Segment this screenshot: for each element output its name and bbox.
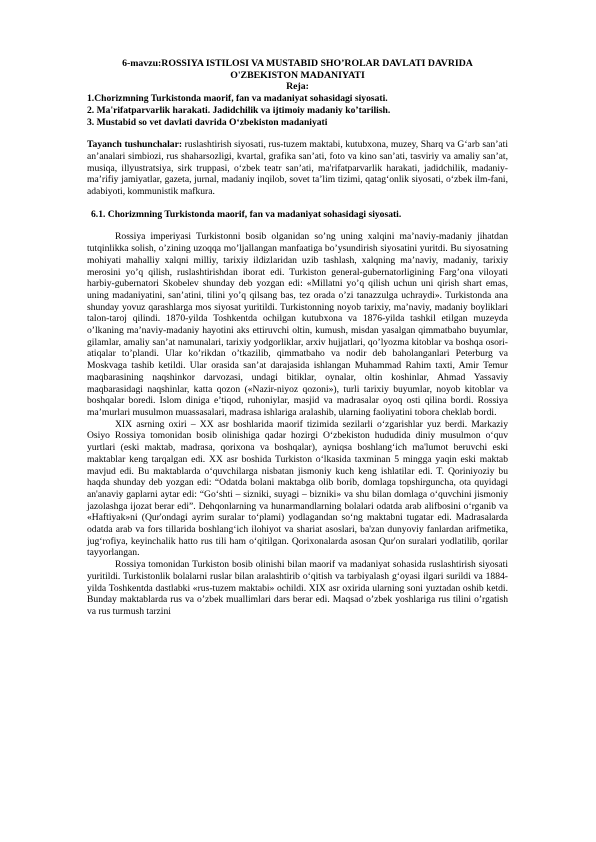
plan-label: Reja:	[286, 81, 309, 93]
keywords-text: ruslashtirish siyosati, rus-tuzem maktabi, kutubxona, muzey, Sharq va G‘arb san’ati an’analari simbiozi, rus shaharsozligi, kvartal, grafika san’ati, foto va kino san’ati, tasviriy va amaliy san’at, musiqa, illyustratsiya, sirk truppasi, o‘zbek teatr san’ati, ma'rifatparvarlik harakati, jadidchilik, madaniy-ma’rifiy jamiyatlar, gazeta, jurnal, madaniy inqilob, sovet ta’lim tizimi, qatag‘onlik siyosati, o‘zbek ilm-fani, adabiyoti, kommunistik mafkura.	[87, 139, 508, 198]
plan-list	[87, 93, 508, 128]
title-line-1: 6-mavzu:ROSSIYA ISTILOSI VA MUSTABID SHO’ROLAR DAVLATI DAVRIDA	[122, 58, 473, 69]
body-paragraph: XIX asrning oxiri – XX asr boshlarida maorif tizimida sezilarli o‘zgarishlar yuz berdi. Markaziy Osiyo Rossiya tomonidan bosib olinishiga qadar hozirgi O‘zbekiston hududida diniy musulmon o‘quv yurtlari (eski maktab, madrasa, qorixona va boshqalar), ayniqsa boshlang‘ich ma'lumot beruvchi eski maktablar keng tarqalgan edi. XX asr boshida Turkiston o‘lkasida taxminan 5 mingga yaqin eski maktab mavjud edi. Bu maktablarda o‘quvchilarga nisbatan jismoniy kuch keng ishlatilar edi. T. Qoriniyoziy bu haqda shunday deb yozgan edi: “Odatda bolani maktabga olib borib, domlaga topshirguncha, ota quyidagi an'anaviy gaplarni aytar edi: “Go‘shti – sizniki, suyagi – bizniki» va shu bilan domlaga o‘quvchini jismoniy jazolashga ijozat berar edi”. Dehqonlarning va hunarmandlarning bolalari odatda arab alifbosini o‘rganib va «Haftiyak»ni (Qur'ondagi ayrim suralar to‘plami) yodlagandan so‘ng maktabni tugatar edi. Madrasalarda odatda arab va fors tillarida boshlang‘ich ilohiyot va shariat asoslari, ba'zan dunyoviy fanlardan arifmetika, jug‘rofiya, keyinchalik hatto rus tili ham o‘qitilgan. Qorixonalarda asosan Qur'on suralari yodlatilib, qorilar tayyorlangan.	[87, 418, 508, 559]
section-heading: 6.1. Chorizmning Turkistonda maorif, fan va madaniyat sohasidagi siyosati.	[91, 208, 402, 220]
title-line-2: O'ZBEKISTON MADANIYATI	[230, 69, 365, 81]
plan-item: 2. Ma'rifatparvarlik harakati. Jadidchilik va ijtimoiy madaniy ko’tarilish.	[87, 104, 391, 116]
plan-item: 3. Mustabid so vet davlati davrida O‘zbekiston madaniyati	[87, 116, 328, 128]
document-page	[87, 58, 508, 618]
keywords-label: Tayanch tushunchalar:	[87, 139, 183, 151]
body-paragraph: Rossiya tomonidan Turkiston bosib olinishi bilan maorif va madaniyat sohasida ruslashtirish siyosati yuritildi. Turkistonlik bolalarni ruslar bilan aralashtirib o‘qitish va tarbiyalash g‘oyasi ilgari surildi va 1884-yilda Toshkentda dastlabki «rus-tuzem maktabi» ochildi. XIX asr oxirida ularning soni yuztadan oshib ketdi. Bunday maktablarda rus va o’zbek muallimlari dars berar edi. Maqsad o’zbek yoshlariga rus tilini o’rgatish va rus turmush tarzini	[87, 559, 508, 617]
body-paragraph: Rossiya imperiyasi Turkistonni bosib olganidan so’ng uning xalqini ma’naviy-madaniy jihatdan tutqinlikka solish, o’zining uzoqqa mo’ljallangan manfaatiga bo’ysundirish siyosatini yuritdi. Bu siyosatning mohiyati mahalliy xalqni milliy, tarixiy ildizlaridan uzib tashlash, xalqning ma’naviy, madaniy, tarixiy merosini yo’q qilish, ruslashtirishdan iborat edi. Turkiston general-gubernatorligining Farg’ona viloyati harbiy-gubernatori Skobelev shunday deb yozgan edi: «Millatni yo’q qilish uchun uni qirish shart emas, uning madaniyatini, san’atini, tilini yo’q qilsang bas, tez orada o’zi tanazzulga uchraydi». Turkistonda ana shunday yovuz qarashlarga mos siyosat yuritildi. Turkistonning noyob tarixiy, ma’naviy, madaniy boyliklari talon-taroj qilindi. 1870-yilda Toshkentda ochilgan kutubxona va 1876-yilda tashkil etilgan muzeyda o’lkaning ma’naviy-madaniy hayotini aks ettiruvchi oltin, kumush, misdan yasalgan qimmatbaho buyumlar, gilamlar, amaliy san’at namunalari, tarixiy yodgorliklar, arxiv hujjatlari, qo’lyozma kitoblar va boshqa osori-atiqalar to’plandi. Ular ko’rikdan o’tkazilib, qimmatbaho va nodir deb baholanganlari Peterburg va Moskvaga tashib ketildi. Ular orasida san’at darajasida ishlangan Muhammad Rahim taxti, Amir Temur maqbarasining naqshinkor darvozasi, undagi bitiklar, oynalar, oltin koshinlar, Ahmad Yassaviy maqbarasidagi naqshinlar, katta qozon («Nazir-niyoz qozoni»), turli tarixiy buyumlar, noyob kitoblar va boshqalar boredi. Islom diniga e’tiqod, ruhoniylar, masjid va madrasalar oyoq osti qilina bordi. Rossiya ma’murlari musulmon muassasalari, madrasa ishlariga aralashib, ularning faoliyatini tobora cheklab bordi.	[87, 231, 508, 418]
plan-item: 1.Chorizmning Turkistonda maorif, fan va madaniyat sohasidagi siyosati.	[87, 93, 388, 105]
keywords-paragraph	[87, 139, 508, 198]
document-title	[87, 58, 508, 93]
